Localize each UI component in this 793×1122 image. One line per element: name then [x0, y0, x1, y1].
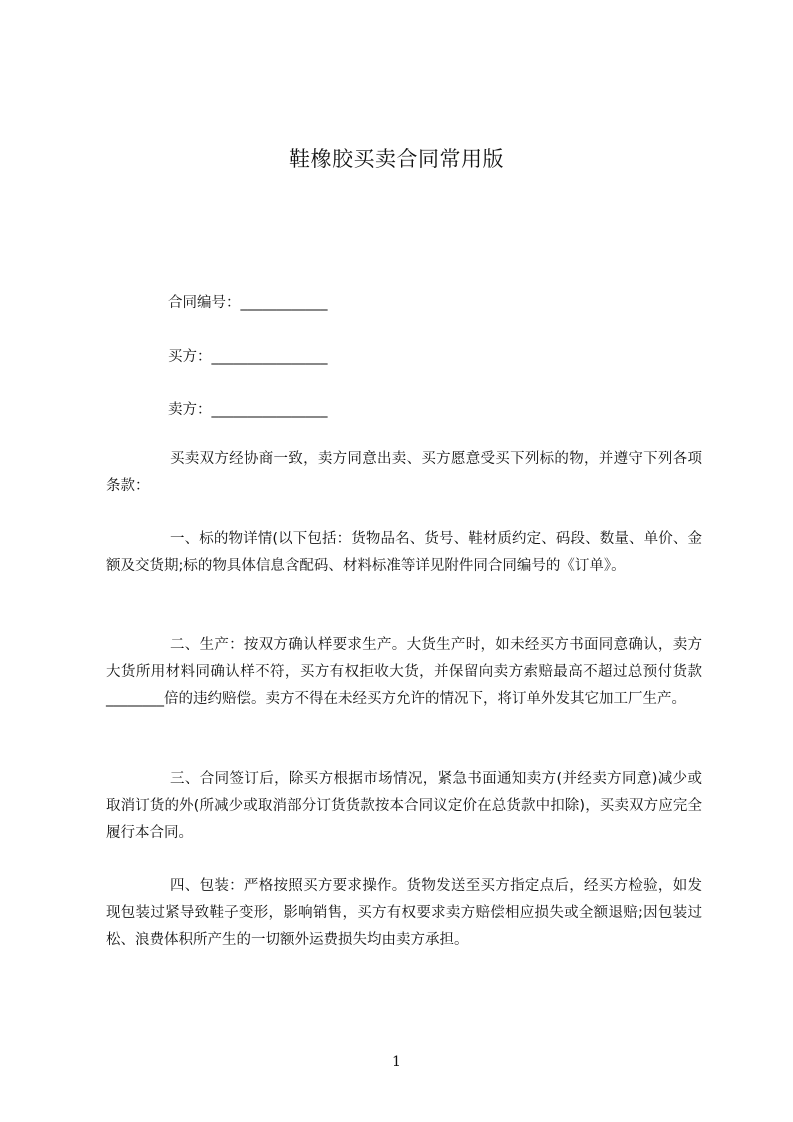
- clause-packaging: 四、包装：严格按照买方要求操作。货物发送至买方指定点后，经买方检验，如发现包装过紧导致鞋子变形，影响销售，买方有权要求卖方赔偿相应损失或全额退赔;因包装过松、浪费体积所产生的一切额外运费损失均由卖方承担。: [106, 878, 702, 948]
- document-title: 鞋橡胶买卖合同常用版: [289, 147, 504, 171]
- intro-paragraph: 买卖双方经协商一致，卖方同意出卖、买方愿意受买下列标的物，并遵守下列各项条款：: [106, 451, 702, 494]
- page-number: 1: [392, 1054, 401, 1070]
- clause-contract-signing: 三、合同签订后，除买方根据市场情况，紧急书面通知卖方(并经卖方同意)减少或取消订货的外(所减少或取消部分订货货款按本合同议定价在总货款中扣除)，买卖双方应完全履行本合同。: [106, 771, 702, 841]
- buyer-field: 买方：________________: [168, 349, 328, 365]
- seller-field: 卖方：________________: [168, 402, 328, 418]
- clause-production: 二、生产：按双方确认样要求生产。大货生产时，如未经买方书面同意确认，卖方大货所用材料同确认样不符，买方有权拒收大货，并保留向卖方索赔最高不超过总预付货款________倍的违约赔偿。卖方不得在未经买方允许的情况下，将订单外发其它加工厂生产。: [106, 637, 702, 707]
- contract-number-field: 合同编号：____________: [168, 295, 328, 311]
- clause-subject-matter: 一、标的物详情(以下包括：货物品名、货号、鞋材质约定、码段、数量、单价、金额及交货期;标的物具体信息含配码、材料标准等详见附件同合同编号的《订单》。: [106, 531, 702, 574]
